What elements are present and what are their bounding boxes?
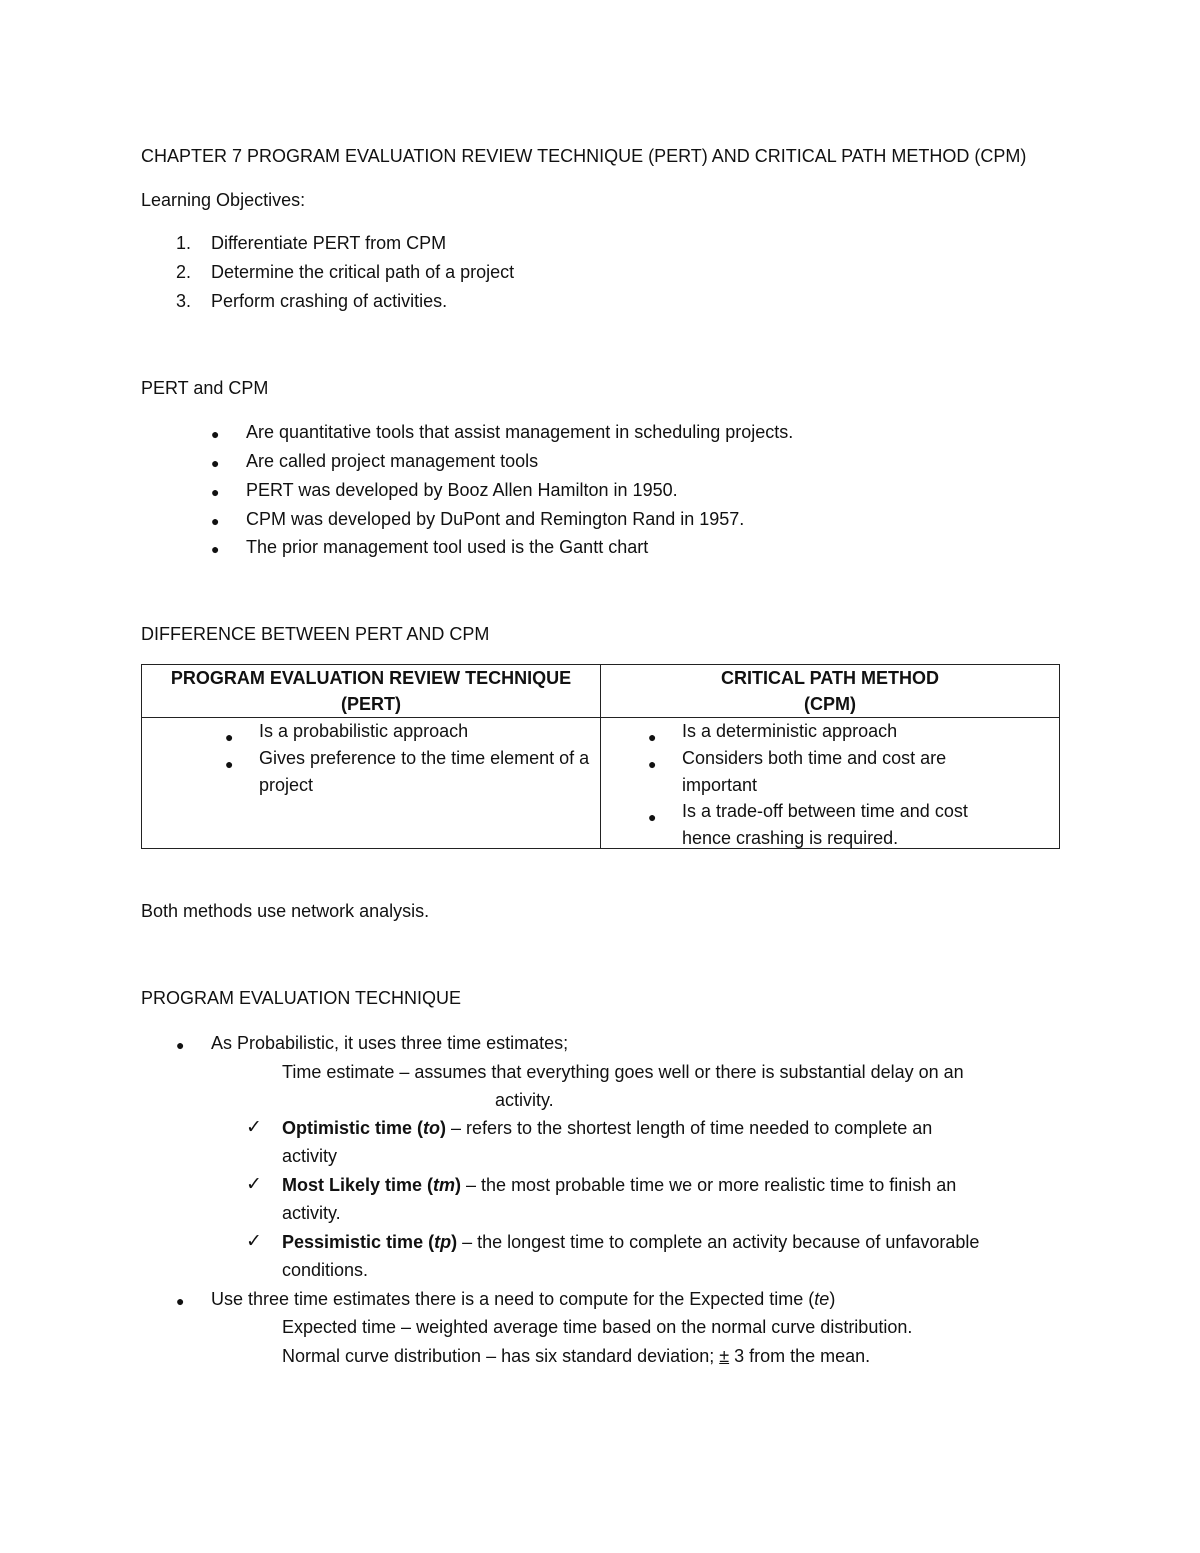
- table-list-item: Is a probabilistic approach: [259, 721, 469, 741]
- checkmark-icon: ✓: [246, 1174, 262, 1195]
- objective-item: Perform crashing of activities.: [211, 291, 448, 311]
- bullet-icon: ●: [211, 455, 220, 471]
- optimistic-var: to: [423, 1118, 441, 1138]
- normal-curve-text: Normal curve distribution – has six standard deviation;: [282, 1346, 720, 1366]
- most-likely-time-cont: activity.: [282, 1203, 341, 1223]
- expected-time-var: te: [814, 1289, 830, 1309]
- bullet-icon: ●: [211, 513, 220, 529]
- table-header-cpm: [601, 665, 1060, 718]
- normal-curve-text-end: 3 from the mean.: [729, 1346, 871, 1366]
- both-methods-text: Both methods use network analysis.: [141, 901, 430, 921]
- pessimistic-label: Pessimistic time (: [282, 1232, 435, 1252]
- table-header-pert: [142, 665, 601, 718]
- objective-number: 3.: [176, 291, 192, 311]
- section-heading-pet: PROGRAM EVALUATION TECHNIQUE: [141, 988, 462, 1008]
- objective-item: Differentiate PERT from CPM: [211, 233, 447, 253]
- pessimistic-text: – the longest time to complete an activity because of unfavorable: [457, 1232, 980, 1252]
- pert-header-line1: PROGRAM EVALUATION REVIEW TECHNIQUE: [170, 668, 572, 688]
- bullet-icon: ●: [176, 1293, 185, 1309]
- checkmark-icon: ✓: [246, 1231, 262, 1252]
- list-item: Are quantitative tools that assist management in scheduling projects.: [246, 422, 794, 442]
- normal-curve-definition: [282, 1346, 870, 1367]
- bullet-icon: ●: [225, 729, 234, 745]
- bullet-icon: ●: [648, 809, 657, 825]
- bullet-icon: ●: [211, 484, 220, 500]
- most-likely-time-item: [282, 1175, 956, 1196]
- section-heading-difference: DIFFERENCE BETWEEN PERT AND CPM: [141, 624, 490, 644]
- list-item: PERT was developed by Booz Allen Hamilton in 1950.: [246, 480, 678, 500]
- chapter-title: CHAPTER 7 PROGRAM EVALUATION REVIEW TECHNIQUE (PERT) AND CRITICAL PATH METHOD (CPM): [141, 146, 1027, 166]
- pessimistic-time-cont: conditions.: [282, 1260, 369, 1280]
- checkmark-icon: ✓: [246, 1117, 262, 1138]
- objectives-heading: Learning Objectives:: [141, 190, 306, 210]
- optimistic-label: Optimistic time (: [282, 1118, 424, 1138]
- list-item: As Probabilistic, it uses three time estimates;: [211, 1033, 569, 1053]
- table-cell-pert: [142, 718, 601, 849]
- objective-item: Determine the critical path of a project: [211, 262, 515, 282]
- table-list-item: Is a deterministic approach: [682, 721, 898, 741]
- likely-text: – the most probable time we or more realistic time to finish an: [461, 1175, 957, 1195]
- bullet-icon: ●: [176, 1037, 185, 1053]
- list-item: Are called project management tools: [246, 451, 539, 471]
- bullet-icon: ●: [225, 756, 234, 772]
- plus-minus-symbol: ±: [719, 1346, 730, 1366]
- expected-time-text: Use three time estimates there is a need to compute for the Expected time (: [211, 1289, 815, 1309]
- section-heading-pert-cpm: PERT and CPM: [141, 378, 269, 398]
- pessimistic-close: ): [451, 1232, 458, 1252]
- optimistic-close: ): [440, 1118, 447, 1138]
- list-item: CPM was developed by DuPont and Remington Rand in 1957.: [246, 509, 745, 529]
- cpm-header-line1: CRITICAL PATH METHOD: [721, 668, 939, 688]
- pessimistic-time-item: [282, 1232, 979, 1253]
- pessimistic-var: tp: [434, 1232, 452, 1252]
- table-list-item: Is a trade-off between time and cost hence crashing is required.: [682, 801, 968, 848]
- bullet-icon: ●: [211, 426, 220, 442]
- bullet-icon: ●: [648, 729, 657, 745]
- optimistic-time-cont: activity: [282, 1146, 338, 1166]
- expected-time-item: [211, 1289, 835, 1310]
- expected-time-definition: Expected time – weighted average time based on the normal curve distribution.: [282, 1317, 913, 1337]
- pert-header-line2: (PERT): [341, 694, 401, 714]
- list-item: The prior management tool used is the Gantt chart: [246, 537, 649, 557]
- table-list-item: Considers both time and cost are important: [682, 748, 947, 795]
- bullet-icon: ●: [211, 541, 220, 557]
- expected-time-close: ): [829, 1289, 836, 1309]
- likely-close: ): [455, 1175, 462, 1195]
- likely-var: tm: [433, 1175, 456, 1195]
- objective-number: 2.: [176, 262, 192, 282]
- likely-label: Most Likely time (: [282, 1175, 434, 1195]
- objective-number: 1.: [176, 233, 192, 253]
- optimistic-text: – refers to the shortest length of time needed to complete an: [446, 1118, 933, 1138]
- time-estimate-definition-cont: activity.: [495, 1090, 554, 1110]
- bullet-icon: ●: [648, 756, 657, 772]
- table-cell-cpm: [601, 718, 1060, 849]
- comparison-table: [141, 664, 1060, 849]
- optimistic-time-item: [282, 1118, 932, 1139]
- table-list-item: Gives preference to the time element of a project: [259, 748, 590, 795]
- time-estimate-definition: Time estimate – assumes that everything goes well or there is substantial delay on an: [282, 1062, 964, 1082]
- cpm-header-line2: (CPM): [804, 694, 856, 714]
